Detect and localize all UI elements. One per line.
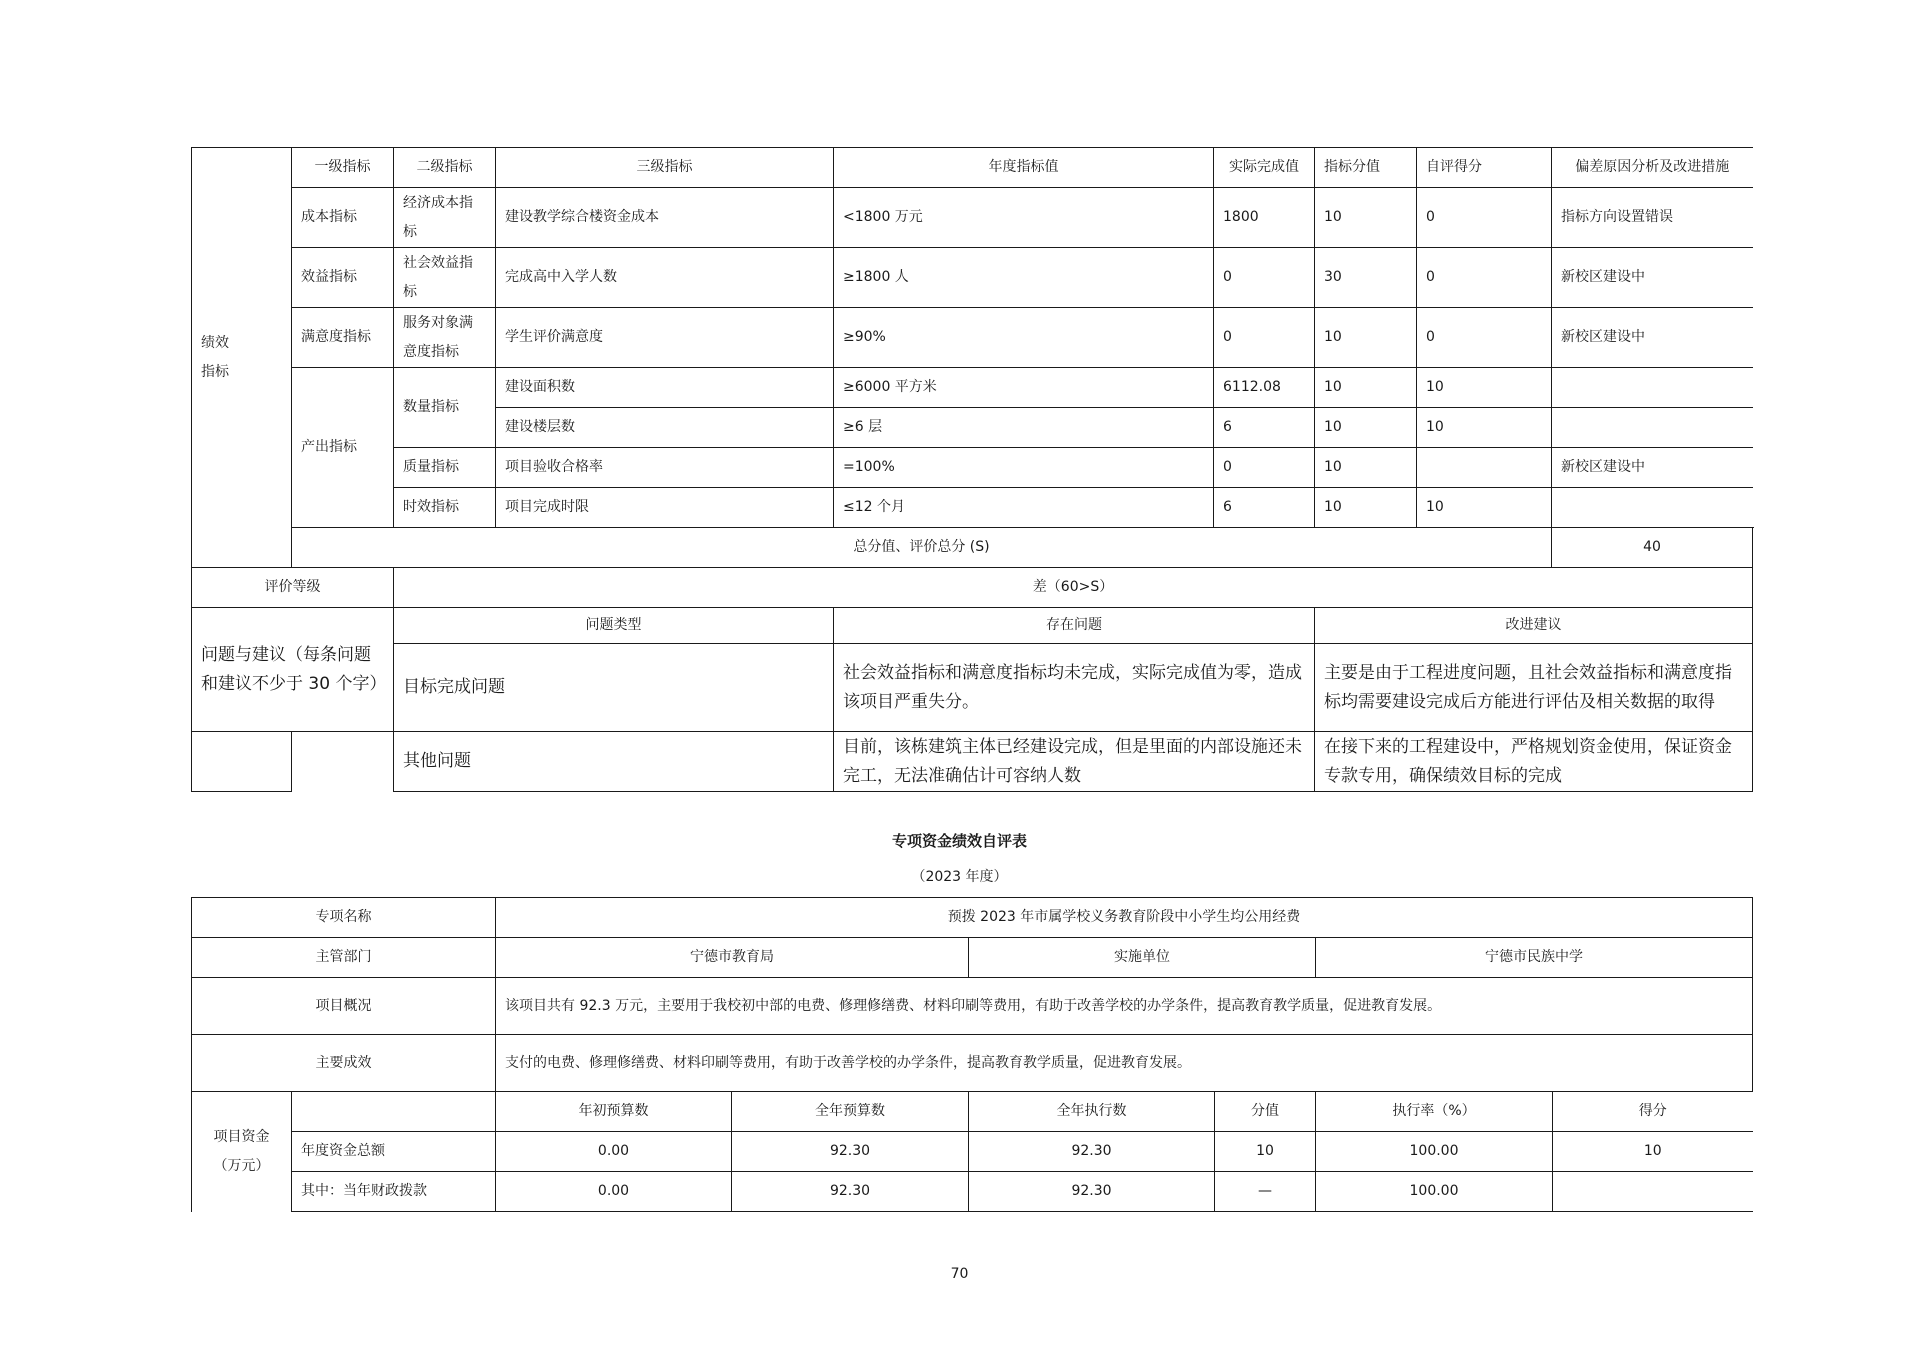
result-value: 支付的电费、修理修缮费、材料印刷等费用，有助于改善学校的办学条件，提高教育教学质量，促进教育发展。 bbox=[496, 1035, 1753, 1092]
table-row bbox=[192, 248, 1753, 308]
unit-value: 宁德市民族中学 bbox=[1316, 938, 1753, 978]
weight-cell: 10 bbox=[1315, 448, 1417, 488]
issue-type: 目标完成问题 bbox=[394, 644, 834, 732]
money-header: 年初预算数 bbox=[496, 1092, 732, 1132]
issue-header-type: 问题类型 bbox=[394, 608, 834, 644]
reason-cell bbox=[1552, 368, 1753, 408]
score-cell: 0 bbox=[1417, 248, 1552, 308]
weight-cell: 10 bbox=[1315, 368, 1417, 408]
reason-cell bbox=[1552, 488, 1753, 528]
fund-table bbox=[191, 897, 1753, 1212]
total-label: 总分值、评价总分 (S) bbox=[292, 528, 1552, 568]
level3-cell: 学生评价满意度 bbox=[496, 308, 834, 368]
target-cell: ≥6 层 bbox=[834, 408, 1214, 448]
issues-label: 问题与建议（每条问题和建议不少于 30 个字） bbox=[192, 608, 394, 732]
money-cell: 92.30 bbox=[732, 1132, 969, 1172]
header-level3: 三级指标 bbox=[496, 148, 834, 188]
table-row bbox=[192, 1172, 1753, 1212]
overview-label: 项目概况 bbox=[192, 978, 496, 1035]
level1-cell: 效益指标 bbox=[292, 248, 394, 308]
level2-cell: 经济成本指标 bbox=[394, 188, 496, 248]
money-row-label: 年度资金总额 bbox=[292, 1132, 496, 1172]
level3-cell: 完成高中入学人数 bbox=[496, 248, 834, 308]
table-row bbox=[192, 368, 1753, 408]
issue-header-suggestion: 改进建议 bbox=[1315, 608, 1753, 644]
performance-table bbox=[191, 147, 1753, 792]
total-value: 40 bbox=[1552, 528, 1753, 568]
reason-cell: 指标方向设置错误 bbox=[1552, 188, 1753, 248]
header-target: 年度指标值 bbox=[834, 148, 1214, 188]
table-row bbox=[192, 488, 1753, 528]
actual-cell: 6112.08 bbox=[1214, 368, 1315, 408]
target-cell: ≥6000 平方米 bbox=[834, 368, 1214, 408]
actual-cell: 6 bbox=[1214, 488, 1315, 528]
money-cell: 92.30 bbox=[969, 1172, 1215, 1212]
level3-cell: 建设楼层数 bbox=[496, 408, 834, 448]
grade-value: 差（60>S） bbox=[394, 568, 1753, 608]
actual-cell: 0 bbox=[1214, 448, 1315, 488]
issue-suggestion: 主要是由于工程进度问题，且社会效益指标和满意度指标均需要建设完成后方能进行评估及相关数据的取得 bbox=[1315, 644, 1753, 732]
money-cell: 92.30 bbox=[969, 1132, 1215, 1172]
reason-cell: 新校区建设中 bbox=[1552, 248, 1753, 308]
target-cell: ≤12 个月 bbox=[834, 488, 1214, 528]
weight-cell: 10 bbox=[1315, 408, 1417, 448]
score-cell: 10 bbox=[1417, 488, 1552, 528]
score-cell: 10 bbox=[1417, 368, 1552, 408]
money-header: 全年执行数 bbox=[969, 1092, 1215, 1132]
level1-cell: 产出指标 bbox=[292, 368, 394, 528]
header-level2: 二级指标 bbox=[394, 148, 496, 188]
table-row bbox=[192, 188, 1753, 248]
money-header: 分值 bbox=[1215, 1092, 1316, 1132]
dept-label: 主管部门 bbox=[192, 938, 496, 978]
target-cell: =100% bbox=[834, 448, 1214, 488]
weight-cell: 10 bbox=[1315, 488, 1417, 528]
score-cell: 0 bbox=[1417, 308, 1552, 368]
reason-cell: 新校区建设中 bbox=[1552, 308, 1753, 368]
unit-label: 实施单位 bbox=[969, 938, 1316, 978]
level2-cell: 质量指标 bbox=[394, 448, 496, 488]
level2-cell: 时效指标 bbox=[394, 488, 496, 528]
level3-cell: 建设面积数 bbox=[496, 368, 834, 408]
level3-cell: 项目完成时限 bbox=[496, 488, 834, 528]
reason-cell: 新校区建设中 bbox=[1552, 448, 1753, 488]
issue-row bbox=[192, 644, 1753, 732]
dept-value: 宁德市教育局 bbox=[496, 938, 969, 978]
issue-suggestion: 在接下来的工程建设中，严格规划资金使用，保证资金专款专用，确保绩效目标的完成 bbox=[1315, 732, 1753, 792]
level2-cell: 数量指标 bbox=[394, 368, 496, 448]
actual-cell: 0 bbox=[1214, 248, 1315, 308]
page-number: 70 bbox=[950, 1266, 969, 1282]
fund-table-year: （2023 年度） bbox=[911, 869, 1008, 885]
target-cell: ≥1800 人 bbox=[834, 248, 1214, 308]
name-label: 专项名称 bbox=[192, 898, 496, 938]
issue-header-problem: 存在问题 bbox=[834, 608, 1315, 644]
table-row bbox=[192, 308, 1753, 368]
reason-cell bbox=[1552, 408, 1753, 448]
money-cell: — bbox=[1215, 1172, 1316, 1212]
fund-table-title: 专项资金绩效自评表 bbox=[891, 832, 1027, 850]
actual-cell: 1800 bbox=[1214, 188, 1315, 248]
money-cell: 0.00 bbox=[496, 1132, 732, 1172]
target-cell: ≥90% bbox=[834, 308, 1214, 368]
overview-value: 该项目共有 92.3 万元，主要用于我校初中部的电费、修理修缮费、材料印刷等费用，有助于改善学校的办学条件，提高教育教学质量，促进教育发展。 bbox=[496, 978, 1753, 1035]
table-row bbox=[192, 448, 1753, 488]
issue-problem: 社会效益指标和满意度指标均未完成，实际完成值为零，造成该项目严重失分。 bbox=[834, 644, 1315, 732]
score-cell: 0 bbox=[1417, 188, 1552, 248]
score-cell: 10 bbox=[1417, 408, 1552, 448]
money-header: 得分 bbox=[1553, 1092, 1753, 1132]
money-cell: 100.00 bbox=[1316, 1172, 1553, 1212]
header-score: 自评得分 bbox=[1417, 148, 1552, 188]
header-reason: 偏差原因分析及改进措施 bbox=[1552, 148, 1753, 188]
header-level1: 一级指标 bbox=[292, 148, 394, 188]
issue-type: 其他问题 bbox=[394, 732, 834, 792]
level1-cell: 满意度指标 bbox=[292, 308, 394, 368]
money-row-label: 其中：当年财政拨款 bbox=[292, 1172, 496, 1212]
result-label: 主要成效 bbox=[192, 1035, 496, 1092]
money-label: 项目资金 （万元） bbox=[192, 1092, 292, 1212]
actual-cell: 6 bbox=[1214, 408, 1315, 448]
money-cell: 0.00 bbox=[496, 1172, 732, 1212]
header-weight: 指标分值 bbox=[1315, 148, 1417, 188]
money-cell: 92.30 bbox=[732, 1172, 969, 1212]
issue-problem: 目前，该栋建筑主体已经建设完成，但是里面的内部设施还未完工，无法准确估计可容纳人数 bbox=[834, 732, 1315, 792]
header-actual: 实际完成值 bbox=[1214, 148, 1315, 188]
weight-cell: 30 bbox=[1315, 248, 1417, 308]
level2-cell: 服务对象满意度指标 bbox=[394, 308, 496, 368]
level3-cell: 建设教学综合楼资金成本 bbox=[496, 188, 834, 248]
level2-cell: 社会效益指标 bbox=[394, 248, 496, 308]
level3-cell: 项目验收合格率 bbox=[496, 448, 834, 488]
actual-cell: 0 bbox=[1214, 308, 1315, 368]
issue-row bbox=[192, 732, 1753, 792]
empty-cell bbox=[292, 1092, 496, 1132]
level1-cell: 成本指标 bbox=[292, 188, 394, 248]
empty-cell bbox=[292, 732, 394, 792]
weight-cell: 10 bbox=[1315, 308, 1417, 368]
money-header: 执行率（%） bbox=[1316, 1092, 1553, 1132]
target-cell: <1800 万元 bbox=[834, 188, 1214, 248]
money-cell: 10 bbox=[1553, 1132, 1753, 1172]
money-cell: 100.00 bbox=[1316, 1132, 1553, 1172]
score-cell bbox=[1417, 448, 1552, 488]
money-cell bbox=[1553, 1172, 1753, 1212]
table-row bbox=[192, 1132, 1753, 1172]
money-cell: 10 bbox=[1215, 1132, 1316, 1172]
weight-cell: 10 bbox=[1315, 188, 1417, 248]
money-header: 全年预算数 bbox=[732, 1092, 969, 1132]
performance-category-cell: 绩效 指标 bbox=[192, 148, 292, 568]
grade-label: 评价等级 bbox=[192, 568, 394, 608]
name-value: 预拨 2023 年市属学校义务教育阶段中小学生均公用经费 bbox=[496, 898, 1753, 938]
empty-cell bbox=[192, 732, 292, 792]
